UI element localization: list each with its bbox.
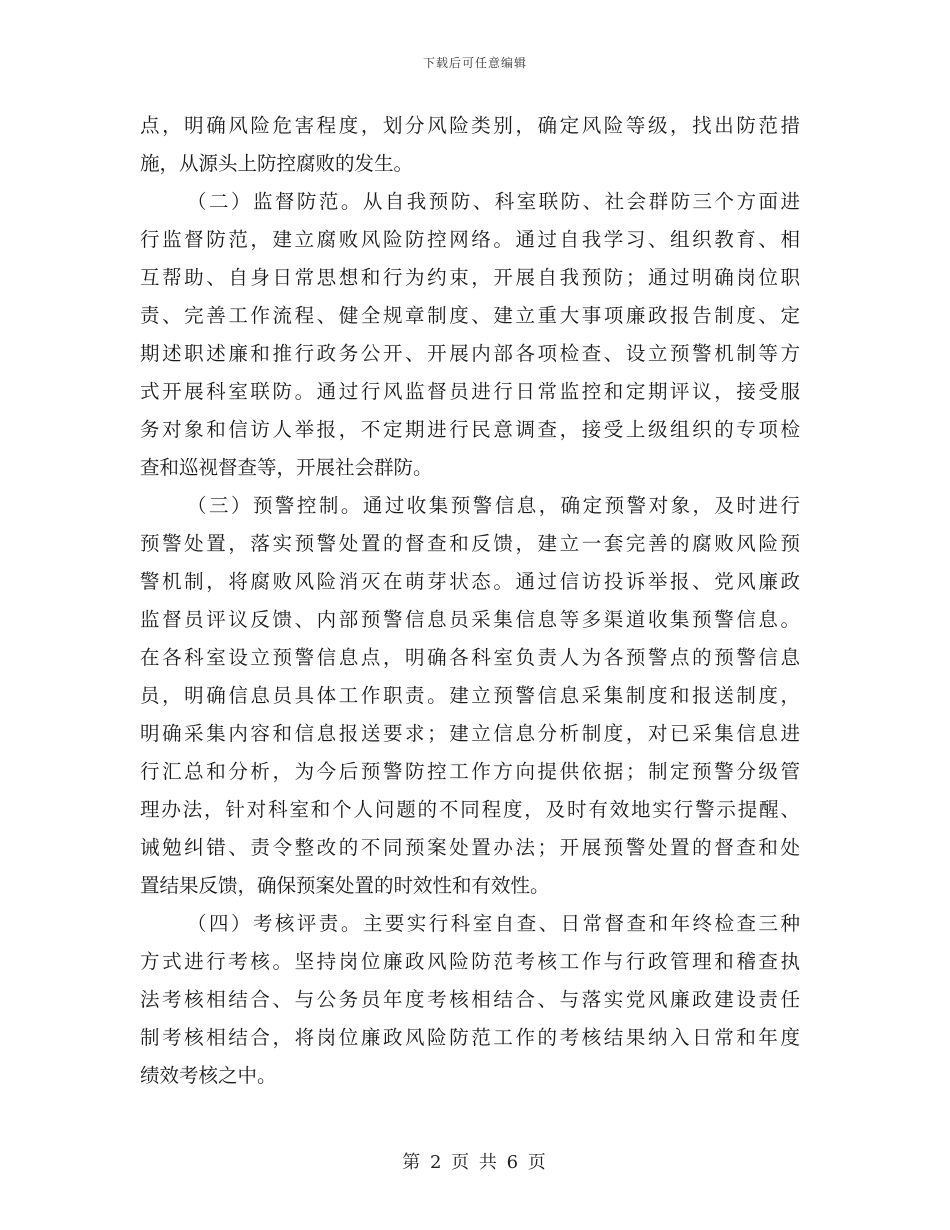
paragraph-heading-line: （四）考核评责。主要实行科室自查、日常督查和年终检查三种 bbox=[187, 912, 800, 935]
text-line: 制考核相结合，将岗位廉政风险防范工作的考核结果纳入日常和年度 bbox=[140, 1026, 800, 1049]
text-line: 预警处置，落实预警处置的督查和反馈，建立一套完善的腐败风险预 bbox=[140, 532, 800, 555]
text-line: 责、完善工作流程、健全规章制度、建立重大事项廉政报告制度、定 bbox=[140, 304, 800, 327]
text-line: 在各科室设立预警信息点，明确各科室负责人为各预警点的预警信息 bbox=[140, 646, 800, 669]
text-line: 行汇总和分析，为今后预警防控工作方向提供依据；制定预警分级管 bbox=[140, 760, 800, 783]
text-line: 监督员评议反馈、内部预警信息员采集信息等多渠道收集预警信息。 bbox=[140, 608, 800, 631]
text-line: 置结果反馈，确保预案处置的时效性和有效性。 bbox=[140, 874, 550, 897]
text-line: 员，明确信息员具体工作职责。建立预警信息采集制度和报送制度， bbox=[140, 684, 800, 707]
text-line: 明确采集内容和信息报送要求；建立信息分析制度，对已采集信息进 bbox=[140, 722, 800, 745]
text-line: 查和巡视督查等，开展社会群防。 bbox=[140, 456, 433, 479]
text-line: 警机制，将腐败风险消灭在萌芽状态。通过信访投诉举报、党风廉政 bbox=[140, 570, 800, 593]
text-line: 绩效考核之中。 bbox=[140, 1064, 277, 1087]
text-line: 理办法，针对科室和个人问题的不同程度，及时有效地实行警示提醒、 bbox=[140, 798, 800, 821]
text-line: 务对象和信访人举报，不定期进行民意调查，接受上级组织的专项检 bbox=[140, 418, 800, 441]
text-line: 式开展科室联防。通过行风监督员进行日常监控和定期评议，接受服 bbox=[140, 380, 800, 403]
text-line: 施，从源头上防控腐败的发生。 bbox=[140, 152, 414, 175]
text-line: 点，明确风险危害程度，划分风险类别，确定风险等级，找出防范措 bbox=[140, 114, 800, 137]
page-number-footer: 第 2 页 共 6 页 bbox=[402, 1152, 548, 1173]
paragraph-heading-line: （二）监督防范。从自我预防、科室联防、社会群防三个方面进 bbox=[187, 190, 800, 213]
text-line: 期述职述廉和推行政务公开、开展内部各项检查、设立预警机制等方 bbox=[140, 342, 800, 365]
text-line: 行监督防范，建立腐败风险防控网络。通过自我学习、组织教育、相 bbox=[140, 228, 800, 251]
text-line: 诫勉纠错、责令整改的不同预案处置办法；开展预警处置的督查和处 bbox=[140, 836, 800, 859]
text-line: 方式进行考核。坚持岗位廉政风险防范考核工作与行政管理和稽查执 bbox=[140, 950, 800, 973]
paragraph-heading-line: （三）预警控制。通过收集预警信息，确定预警对象，及时进行 bbox=[187, 494, 800, 517]
text-line: 法考核相结合、与公务员年度考核相结合、与落实党风廉政建设责任 bbox=[140, 988, 800, 1011]
text-line: 互帮助、自身日常思想和行为约束，开展自我预防；通过明确岗位职 bbox=[140, 266, 800, 289]
page-header: 下载后可任意编辑 bbox=[422, 56, 527, 70]
